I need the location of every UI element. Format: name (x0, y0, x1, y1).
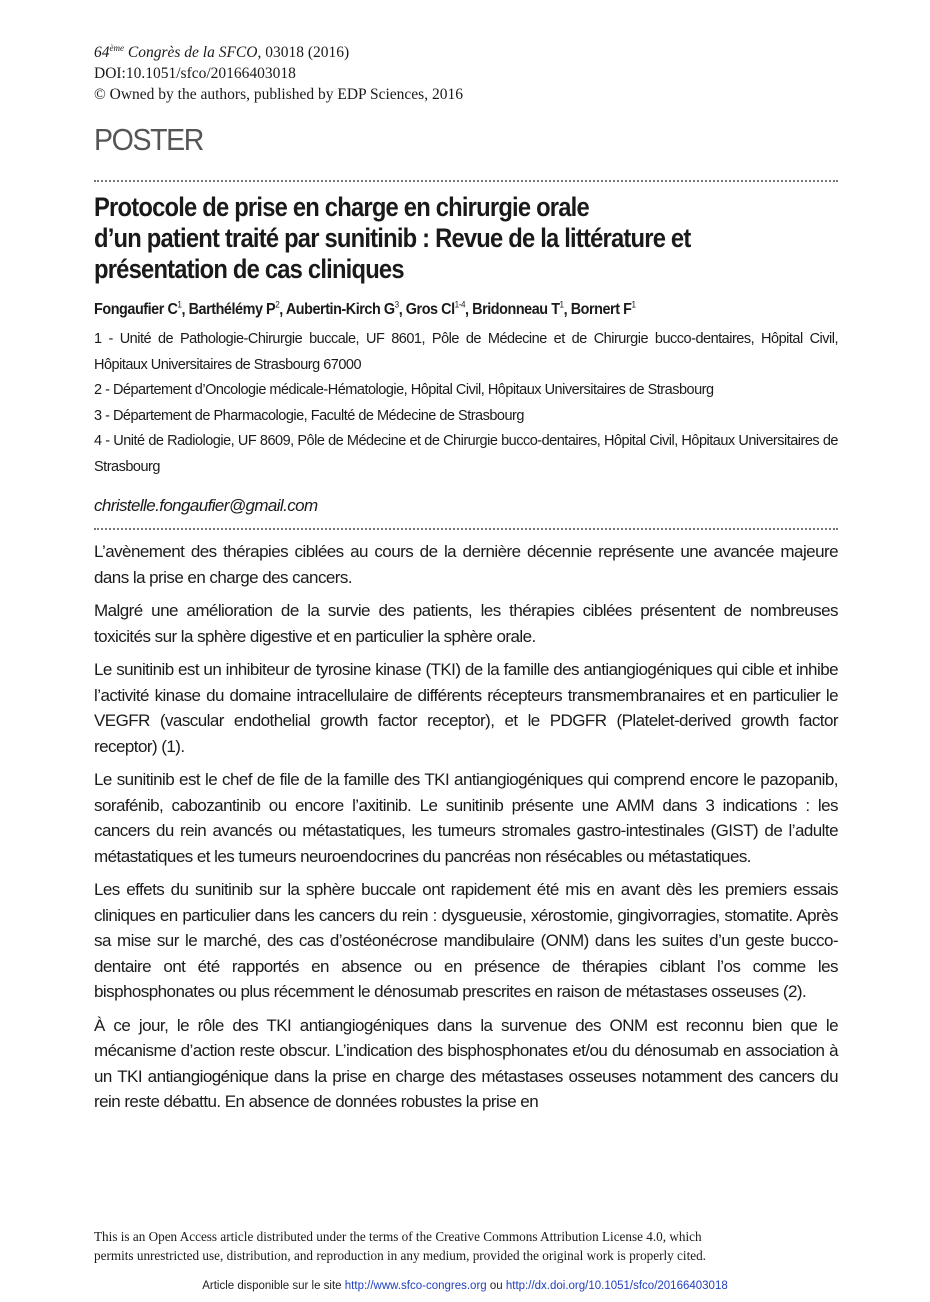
affiliation-list (94, 327, 838, 480)
doi-link[interactable]: http://dx.doi.org/10.1051/sfco/20166403018 (505, 1280, 728, 1292)
license-line: permits unrestricted use, distribution, and reproduction in any medium, provided the original work is properly cited. (94, 1248, 706, 1263)
title-line: Protocole de prise en charge en chirurgie orale (94, 192, 589, 222)
body-paragraph: Le sunitinib est le chef de file de la famille des TKI antiangiogéniques qui comprend encore le pazopanib, sorafénib, cabozantinib ou encore l’axitinib. Le sunitinib présente une AMM dans 3 indications : les cancers du rein avancés ou métastatiques, les tumeurs stromales gastro-intestinales (GIST) de l’adulte métastatiques et les tumeurs neuroendocrines du pancréas non résécables ou métastatiques. (94, 770, 838, 866)
article-body (94, 539, 838, 1123)
availability-notice (0, 1280, 930, 1292)
congress-ref: , 03018 (2016) (257, 44, 350, 62)
author: Fongaufier $C^1$ (94, 300, 182, 319)
author-list: Fongaufier $C^1$, Barthélémy $P^2$, Aubertin-Kirch $G^3$, Gros Cl$^{1-4}$, Bridonneau $T^1$, Bornert $F^1$ (94, 300, 636, 319)
dotted-divider (94, 180, 838, 182)
affiliation: 1 - Unité de Pathologie-Chirurgie buccale, UF 8601, Pôle de Médecine et de Chirurgie bucco-dentaires, Hôpital Civil, Hôpitaux Universitaires de Strasbourg 67000 (94, 331, 838, 373)
availability-prefix: Article disponible sur le site (202, 1280, 345, 1292)
journal-header (94, 38, 463, 105)
body-paragraph: Le sunitinib est un inhibiteur de tyrosine kinase (TKI) de la famille des antiangiogéniques qui cible et inhibe l’activité kinase du domaine intracellulaire de différents récepteurs transmembranaires et en particulier le VEGFR (vascular endothelial growth factor receptor), et le PDGFR (Platelet-derived growth factor receptor) (1). (94, 660, 838, 756)
contact-email: christelle.fongaufier@gmail.com (94, 496, 318, 515)
title-line: d’un patient traité par sunitinib : Revue de la littérature et (94, 223, 691, 253)
license-line: This is an Open Access article distributed under the terms of the Creative Commons Attribution License 4.0, which (94, 1229, 702, 1244)
congress-line (94, 38, 463, 63)
affiliation: 3 - Département de Pharmacologie, Faculté de Médecine de Strasbourg (94, 407, 524, 424)
author: Bornert $F^1$ (570, 300, 636, 319)
congress-name: 64ème Congrès de la SFCO (94, 43, 258, 62)
affiliation: 2 - Département d’Oncologie médicale-Hématologie, Hôpital Civil, Hôpitaux Universitaires de Strasbourg (94, 382, 714, 398)
body-paragraph: À ce jour, le rôle des TKI antiangiogéniques dans la survenue des ONM est reconnu bien que le mécanisme d’action reste obscur. L’indication des bisphosphonates et/ou du dénosumab en association à un TKI antiangiogénique dans la prise en charge des métastases osseuses notamment des cancers du rein reste débattu. En absence de données robustes la prise en (94, 1015, 838, 1111)
author: Barthélémy $P^2$ (188, 300, 280, 319)
body-paragraph: Les effets du sunitinib sur la sphère buccale ont rapidement été mis en avant dès les premiers essais cliniques en particulier dans les cancers du rein : dysgueusie, xérostomie, gingivorragies, stomatite. Après sa mise sur le marché, des cas d’ostéonécrose mandibulaire (ONM) dans les suites d’un geste bucco-dentaire ont été rapportés en absence ou en présence de thérapies ciblant l’os comme les bisphosphonates ou plus récemment le dénosumab prescrites en raison de métastases osseuses (2). (94, 880, 838, 1001)
dotted-divider (94, 528, 838, 530)
author: Aubertin-Kirch $G^3$ (285, 300, 399, 319)
section-label: POSTER (94, 122, 203, 157)
body-paragraph: L’avènement des thérapies ciblées au cours de la dernière décennie représente une avancée majeure dans la prise en charge des cancers. (94, 542, 838, 587)
copyright-line: © Owned by the authors, published by EDP Sciences, 2016 (94, 86, 463, 104)
title-line: présentation de cas cliniques (94, 254, 404, 284)
congress-site-link[interactable]: http://www.sfco-congres.org (344, 1280, 487, 1292)
article-title (94, 192, 763, 285)
body-paragraph: Malgré une amélioration de la survie des patients, les thérapies ciblées présentent de nombreuses toxicités sur la sphère digestive et en particulier la sphère orale. (94, 601, 838, 646)
author: Bridonneau $T^1$ (472, 300, 564, 319)
author: Gros Cl$^{1-4}$ (405, 300, 466, 319)
availability-mid: ou (486, 1280, 506, 1292)
affiliation: 4 - Unité de Radiologie, UF 8609, Pôle de Médecine et de Chirurgie bucco-dentaires, Hôpital Civil, Hôpitaux Universitaires de Strasbourg (94, 433, 838, 475)
license-notice (94, 1227, 838, 1265)
doi-line: DOI:10.1051/sfco/20166403018 (94, 65, 296, 83)
